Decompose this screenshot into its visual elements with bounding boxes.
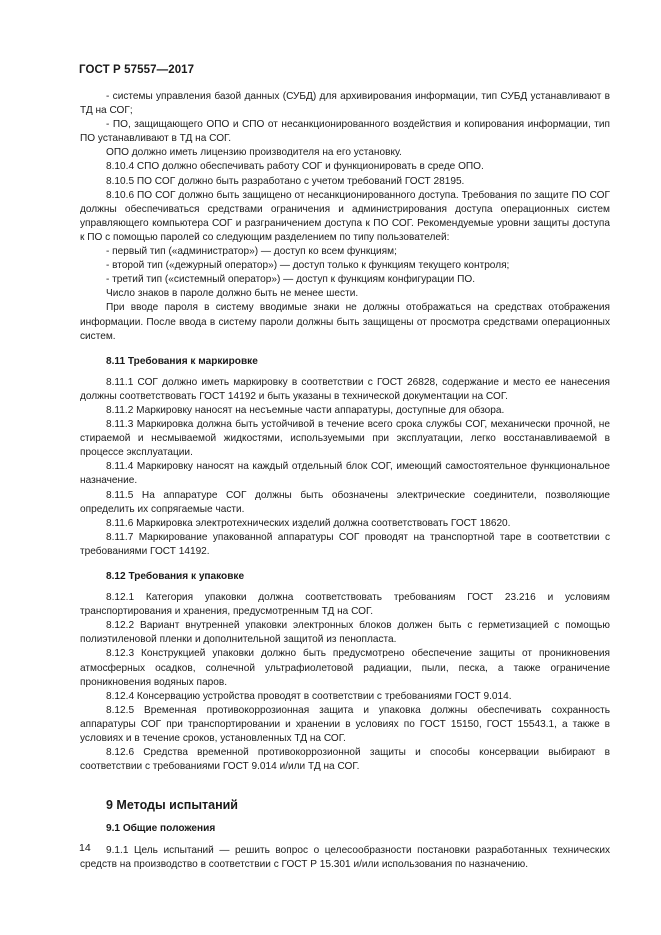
document-body	[80, 90, 610, 872]
paragraph: ОПО должно иметь лицензию производителя на его установку.	[106, 147, 402, 159]
paragraph: При вводе пароля в систему вводимые знаки не должны отображаться на средствах отображения информации. После ввода в систему пароли должны быть защищены от просмотра средствами операционных систем.	[80, 302, 610, 342]
intro-paragraphs	[80, 90, 610, 344]
paragraph: - первый тип («администратор») — доступ ко всем функциям;	[106, 246, 397, 258]
paragraph: - ПО, защищающего ОПО и СПО от несанкционированного воздействия и копирования информации, тип ПО устанавливают в ТД на СОГ.	[80, 119, 610, 145]
section-8-12-heading: 8.12 Требования к упаковке	[106, 571, 245, 582]
paragraph: 8.11.1 СОГ должно иметь маркировку в соответствии с ГОСТ 26828, содержание и место ее нанесения должны соответствовать ГОСТ 14192 и быть указаны в технической документации на СОГ.	[80, 376, 610, 402]
paragraph: 8.12.5 Временная противокоррозионная защита и упаковка должны обеспечивать сохранность аппаратуры СОГ при транспортировании и хранении в условиях по ГОСТ 15150, ГОСТ 15543.1, а также в условиях и в течение сроков, установленных ТД на СОГ.	[80, 704, 610, 745]
paragraph: - системы управления базой данных (СУБД) для архивирования информации, тип СУБД устанавливают в ТД на СОГ;	[80, 91, 610, 117]
paragraph: 8.12.3 Конструкцией упаковки должно быть предусмотрено обеспечение защиты от проникновения атмосферных осадков, солнечной ультрафиолетовой радиации, пыли, песка, а также ограничение проникновения водяных паров.	[80, 648, 610, 688]
paragraph: 8.11.4 Маркировку наносят на каждый отдельный блок СОГ, имеющий самостоятельное функциональное назначение.	[80, 461, 610, 487]
document-header: ГОСТ Р 57557—2017	[79, 64, 195, 76]
paragraph: 8.12.6 Средства временной противокоррозионной защиты и способы консервации выбирают в соответствии с требованиями ГОСТ 9.014 и/или ТД на СОГ.	[80, 747, 610, 773]
paragraph: 8.11.6 Маркировка электротехнических изделий должна соответствовать ГОСТ 18620.	[106, 517, 511, 529]
section-8-11-heading: 8.11 Требования к маркировке	[106, 355, 258, 367]
paragraph: 8.12.2 Вариант внутренней упаковки электронных блоков должен быть с герметизацией с помощью полиэтиленовой пленки и дополнительной защитой из пенопласта.	[80, 620, 610, 646]
paragraph: 8.11.7 Маркирование упакованной аппаратуры СОГ проводят на транспортной таре в соответствии с требованиями ГОСТ 14192.	[80, 531, 610, 557]
paragraph: 8.10.5 ПО СОГ должно быть разработано с учетом требований ГОСТ 28195.	[106, 175, 465, 187]
paragraph: - второй тип («дежурный оператор») — доступ только к функциям текущего контроля;	[106, 260, 510, 272]
paragraph: - третий тип («системный оператор») — доступ к функциям конфигурации ПО.	[106, 274, 476, 286]
paragraph: 8.11.5 На аппаратуре СОГ должны быть обозначены электрические соединители, позволяющие определить их сопрягаемые части.	[80, 489, 610, 515]
section-9-1-heading: 9.1 Общие положения	[106, 823, 216, 835]
paragraph: 8.12.1 Категория упаковки должна соответствовать требованиям ГОСТ 23.216 и условиям транспортирования и хранения, предусмотренным ТД на СОГ.	[80, 592, 610, 618]
section-9-paragraphs	[80, 844, 610, 872]
paragraph: 8.11.2 Маркировку наносят на несъемные части аппаратуры, доступные для обзора.	[106, 404, 505, 416]
paragraph: 8.12.4 Консервацию устройства проводят в соответствии с требованиями ГОСТ 9.014.	[106, 690, 512, 702]
page-number: 14	[79, 842, 91, 854]
paragraph: Число знаков в пароле должно быть не менее шести.	[106, 288, 359, 300]
paragraph: 8.11.3 Маркировка должна быть устойчивой в течение всего срока службы СОГ, механически прочной, не стираемой и несмываемой жидкостями, используемыми при эксплуатации, легко восстанавливаемой в процессе эксплуатации.	[80, 419, 610, 459]
section-8-11-paragraphs	[80, 376, 610, 559]
paragraph: 8.10.4 СПО должно обеспечивать работу СОГ и функционировать в среде ОПО.	[106, 161, 484, 173]
paragraph: 9.1.1 Цель испытаний — решить вопрос о целесообразности постановки разработанных технических средств на производство в соответствии с ГОСТ Р 15.301 и/или использования по назначению.	[80, 844, 610, 870]
section-8-12-paragraphs	[80, 591, 610, 774]
section-9-heading: 9 Методы испытаний	[106, 798, 238, 813]
paragraph: 8.10.6 ПО СОГ должно быть защищено от несанкционированного доступа. Требования по защите ПО СОГ должны обеспечиваться средствами ограничения и администрирования доступа операционных систем управляющего компьютера СОГ и разграничением доступа к ПО СОГ. Рекомендуемые уровни защиты доступа к ПО с помощью паролей со следующим разделением по типу пользователей:	[80, 189, 610, 243]
